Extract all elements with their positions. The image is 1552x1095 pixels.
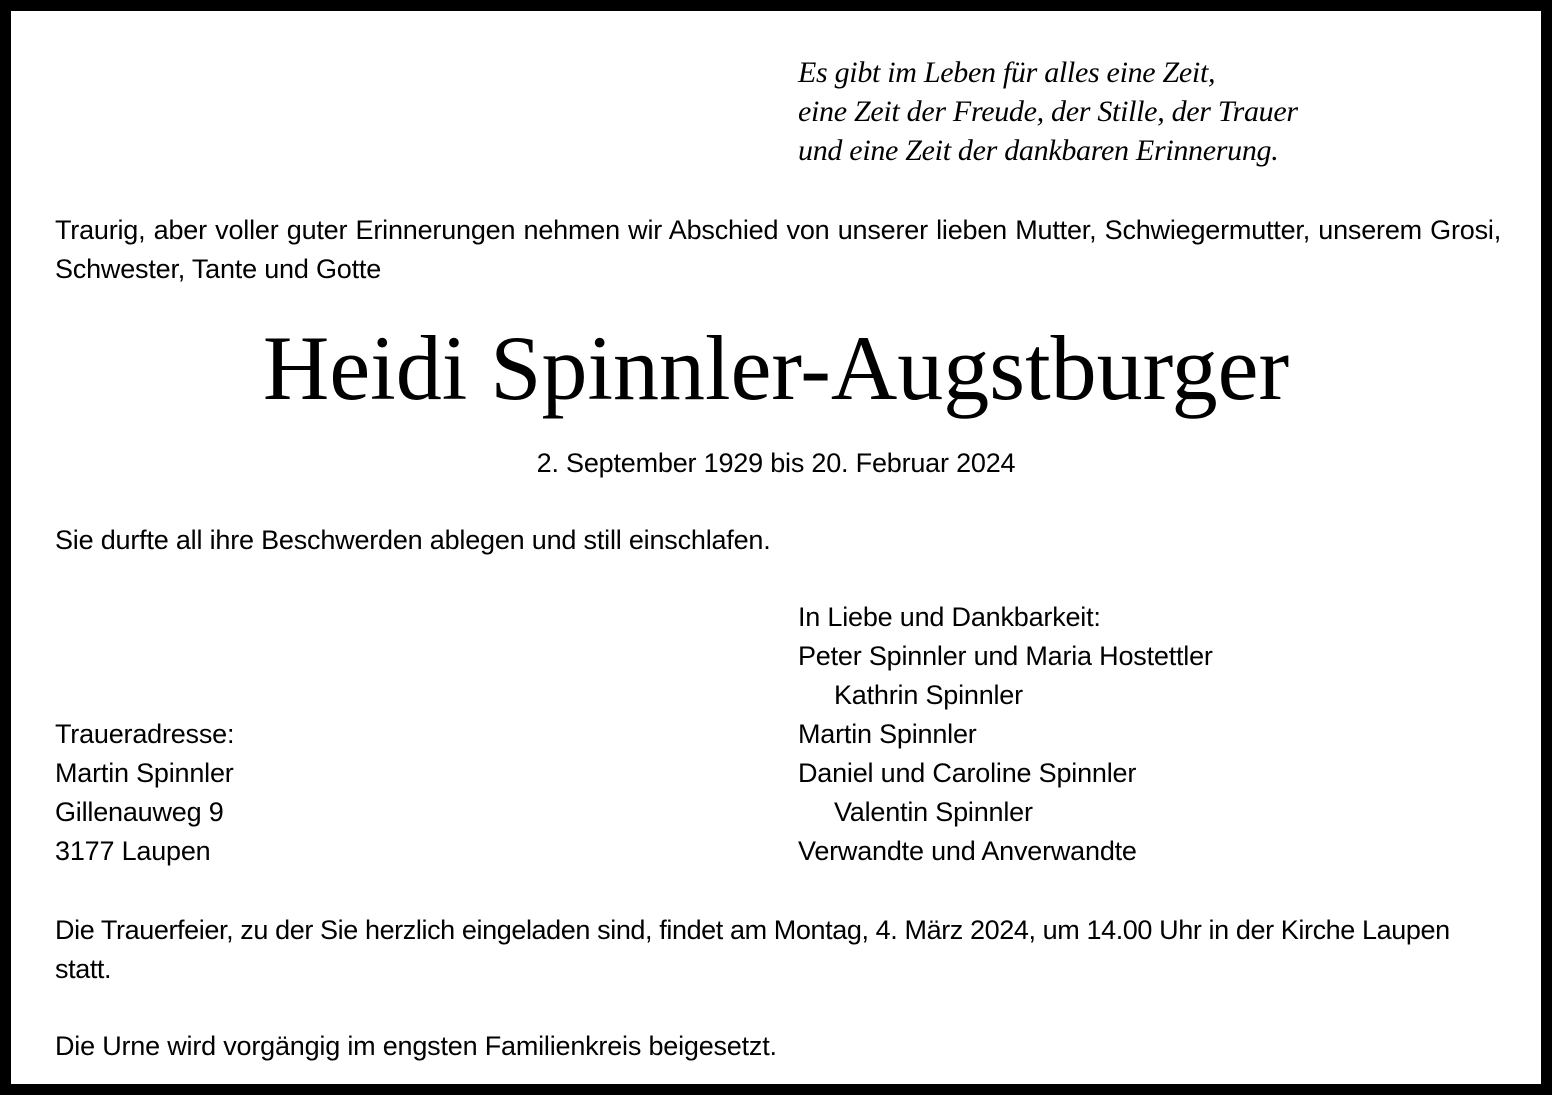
mourner-name: Martin Spinnler [798,719,977,749]
intro-text: Traurig, aber voller guter Erinnerungen nehmen wir Abschied von unserer lieben Mutter, Schwiegermutter, unserem Grosi, Schwester, Tante und Gotte [55,215,1501,284]
mourner-name: Kathrin Spinnler [834,680,1023,710]
mourner-name: Verwandte und Anverwandte [798,836,1137,866]
mourner-name: Daniel und Caroline Spinnler [798,758,1137,788]
motto-line: Es gibt im Leben für alles eine Zeit, [798,56,1216,89]
life-dates: 2. September 1929 bis 20. Februar 2024 [536,448,1016,478]
mourning-address [55,715,234,871]
deceased-name: Heidi Spinnler-Augstburger [262,317,1290,419]
urn-text: Die Urne wird vorgängig im engsten Familienkreis beigesetzt. [55,1031,777,1061]
address-city: 3177 Laupen [55,836,211,866]
mourner-name: Peter Spinnler und Maria Hostettler [798,641,1213,671]
address-name: Martin Spinnler [55,758,234,788]
farewell-text: Sie durfte all ihre Beschwerden ablegen und still einschlafen. [55,525,771,555]
mourner-name: Valentin Spinnler [834,797,1033,827]
mourners-list [798,598,1213,871]
address-label: Traueradresse: [55,719,235,749]
motto-poem [798,53,1298,170]
address-street: Gillenauweg 9 [55,797,224,827]
mourners-heading: In Liebe und Dankbarkeit: [798,602,1101,632]
motto-line: eine Zeit der Freude, der Stille, der Trauer [798,95,1298,128]
motto-line: und eine Zeit der dankbaren Erinnerung. [798,134,1279,167]
ceremony-text: Die Trauerfeier, zu der Sie herzlich eingeladen sind, findet am Montag, 4. März 2024, um 14.00 Uhr in der Kirche Laupen statt. [55,915,1450,984]
